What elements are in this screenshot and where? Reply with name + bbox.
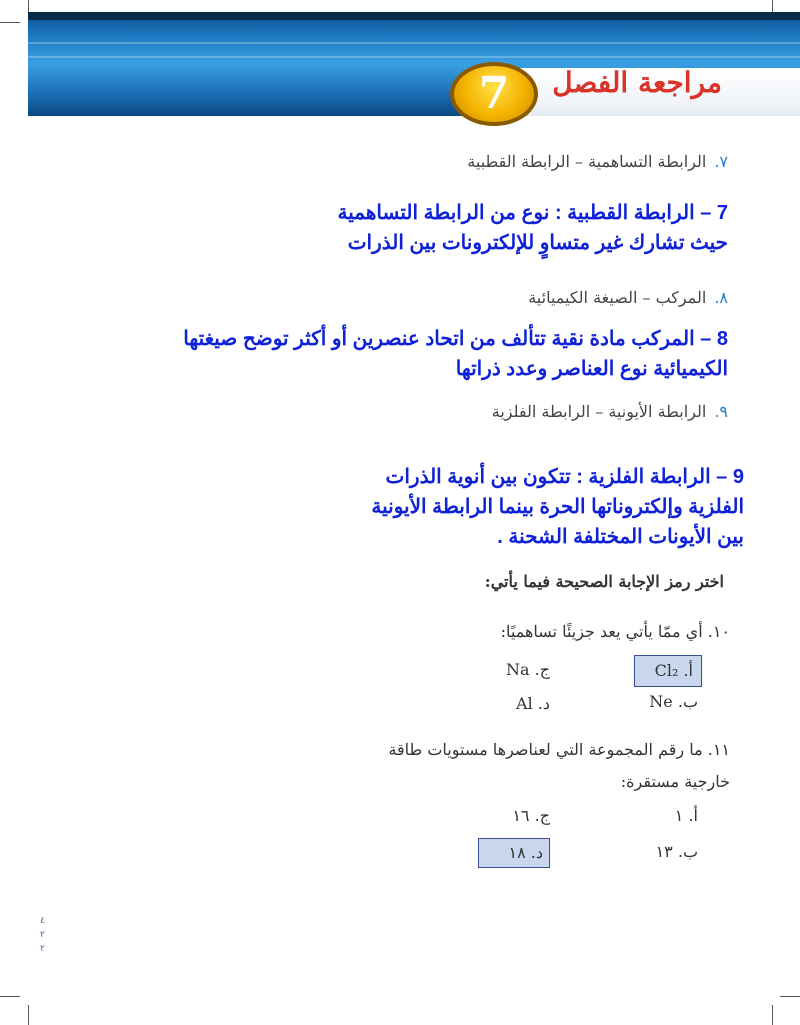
term-number: ٩.	[714, 402, 728, 421]
term-item-8	[528, 288, 728, 307]
answer-7	[168, 198, 728, 258]
option-label: أ. ١	[674, 806, 698, 825]
banner-stripe	[28, 56, 800, 58]
option-10-c	[480, 660, 550, 679]
side-mark: ٢	[40, 930, 45, 940]
instruction-text: اختر رمز الإجابة الصحيحة فيما يأتي:	[484, 572, 724, 591]
option-label: د. ١٨	[508, 843, 543, 862]
term-text: المركب – الصيغة الكيميائية	[528, 288, 707, 307]
answer-9	[284, 462, 744, 552]
term-text: الرابطة الأيونية – الرابطة الفلزية	[491, 402, 707, 421]
answer-line: بين الأيونات المختلفة الشحنة .	[497, 526, 744, 548]
chapter-number: 7	[478, 68, 510, 119]
crop-mark	[0, 22, 20, 23]
chapter-banner	[28, 12, 800, 119]
chapter-number-badge	[450, 62, 538, 126]
page-title: مراجعة الفصل	[552, 66, 722, 99]
option-label: ج. Na	[505, 660, 550, 679]
option-11-a	[630, 806, 698, 825]
question-line: ١١. ما رقم المجموعة التي لعناصرها مستويات طاقة	[388, 740, 730, 759]
term-number: ٨.	[714, 288, 728, 307]
answer-line: الفلزية وإلكتروناتها الحرة بينما الرابطة الأيونية	[371, 496, 744, 518]
option-10-b	[630, 692, 698, 711]
term-number: ٧.	[714, 152, 728, 171]
question-line: خارجية مستقرة:	[620, 772, 730, 791]
term-item-9	[492, 402, 728, 421]
side-mark: ٢	[40, 944, 45, 954]
option-10-a	[634, 655, 702, 687]
option-10-d	[480, 694, 550, 713]
banner-top-line	[28, 12, 800, 20]
answer-line: 8 – المركب مادة نقية تتألف من اتحاد عنصرين أو أكثر توضح صيغتها	[183, 328, 728, 350]
term-text: الرابطة التساهمية – الرابطة القطبية	[467, 152, 707, 171]
option-11-c	[476, 806, 550, 825]
option-label: ب. Ne	[649, 692, 698, 711]
option-label: د. Al	[516, 694, 550, 713]
crop-mark	[780, 996, 800, 997]
option-label: ج. ١٦	[512, 806, 550, 825]
question-11	[388, 734, 730, 798]
banner-stripe	[28, 42, 800, 44]
option-11-d	[478, 838, 550, 868]
option-label: ب. ١٣	[655, 842, 698, 861]
question-10: ١٠. أي ممّا يأتي يعد جزيئًا تساهميًا:	[500, 622, 730, 641]
answer-8	[88, 324, 728, 384]
option-label: أ. Cl₂	[654, 661, 693, 680]
term-item-7	[467, 152, 728, 171]
crop-mark	[28, 1005, 29, 1025]
crop-mark	[0, 996, 20, 997]
answer-line: 9 – الرابطة الفلزية : تتكون بين أنوية الذرات	[385, 466, 744, 488]
side-mark: ٤	[40, 916, 45, 926]
answer-line: الكيميائية نوع العناصر وعدد ذراتها	[455, 358, 728, 380]
answer-line: 7 – الرابطة القطبية : نوع من الرابطة التساهمية	[337, 202, 728, 224]
answer-line: حيث تشارك غير متساوٍ للإلكترونات بين الذرات	[347, 232, 728, 254]
crop-mark	[772, 1005, 773, 1025]
option-11-b	[630, 842, 698, 861]
